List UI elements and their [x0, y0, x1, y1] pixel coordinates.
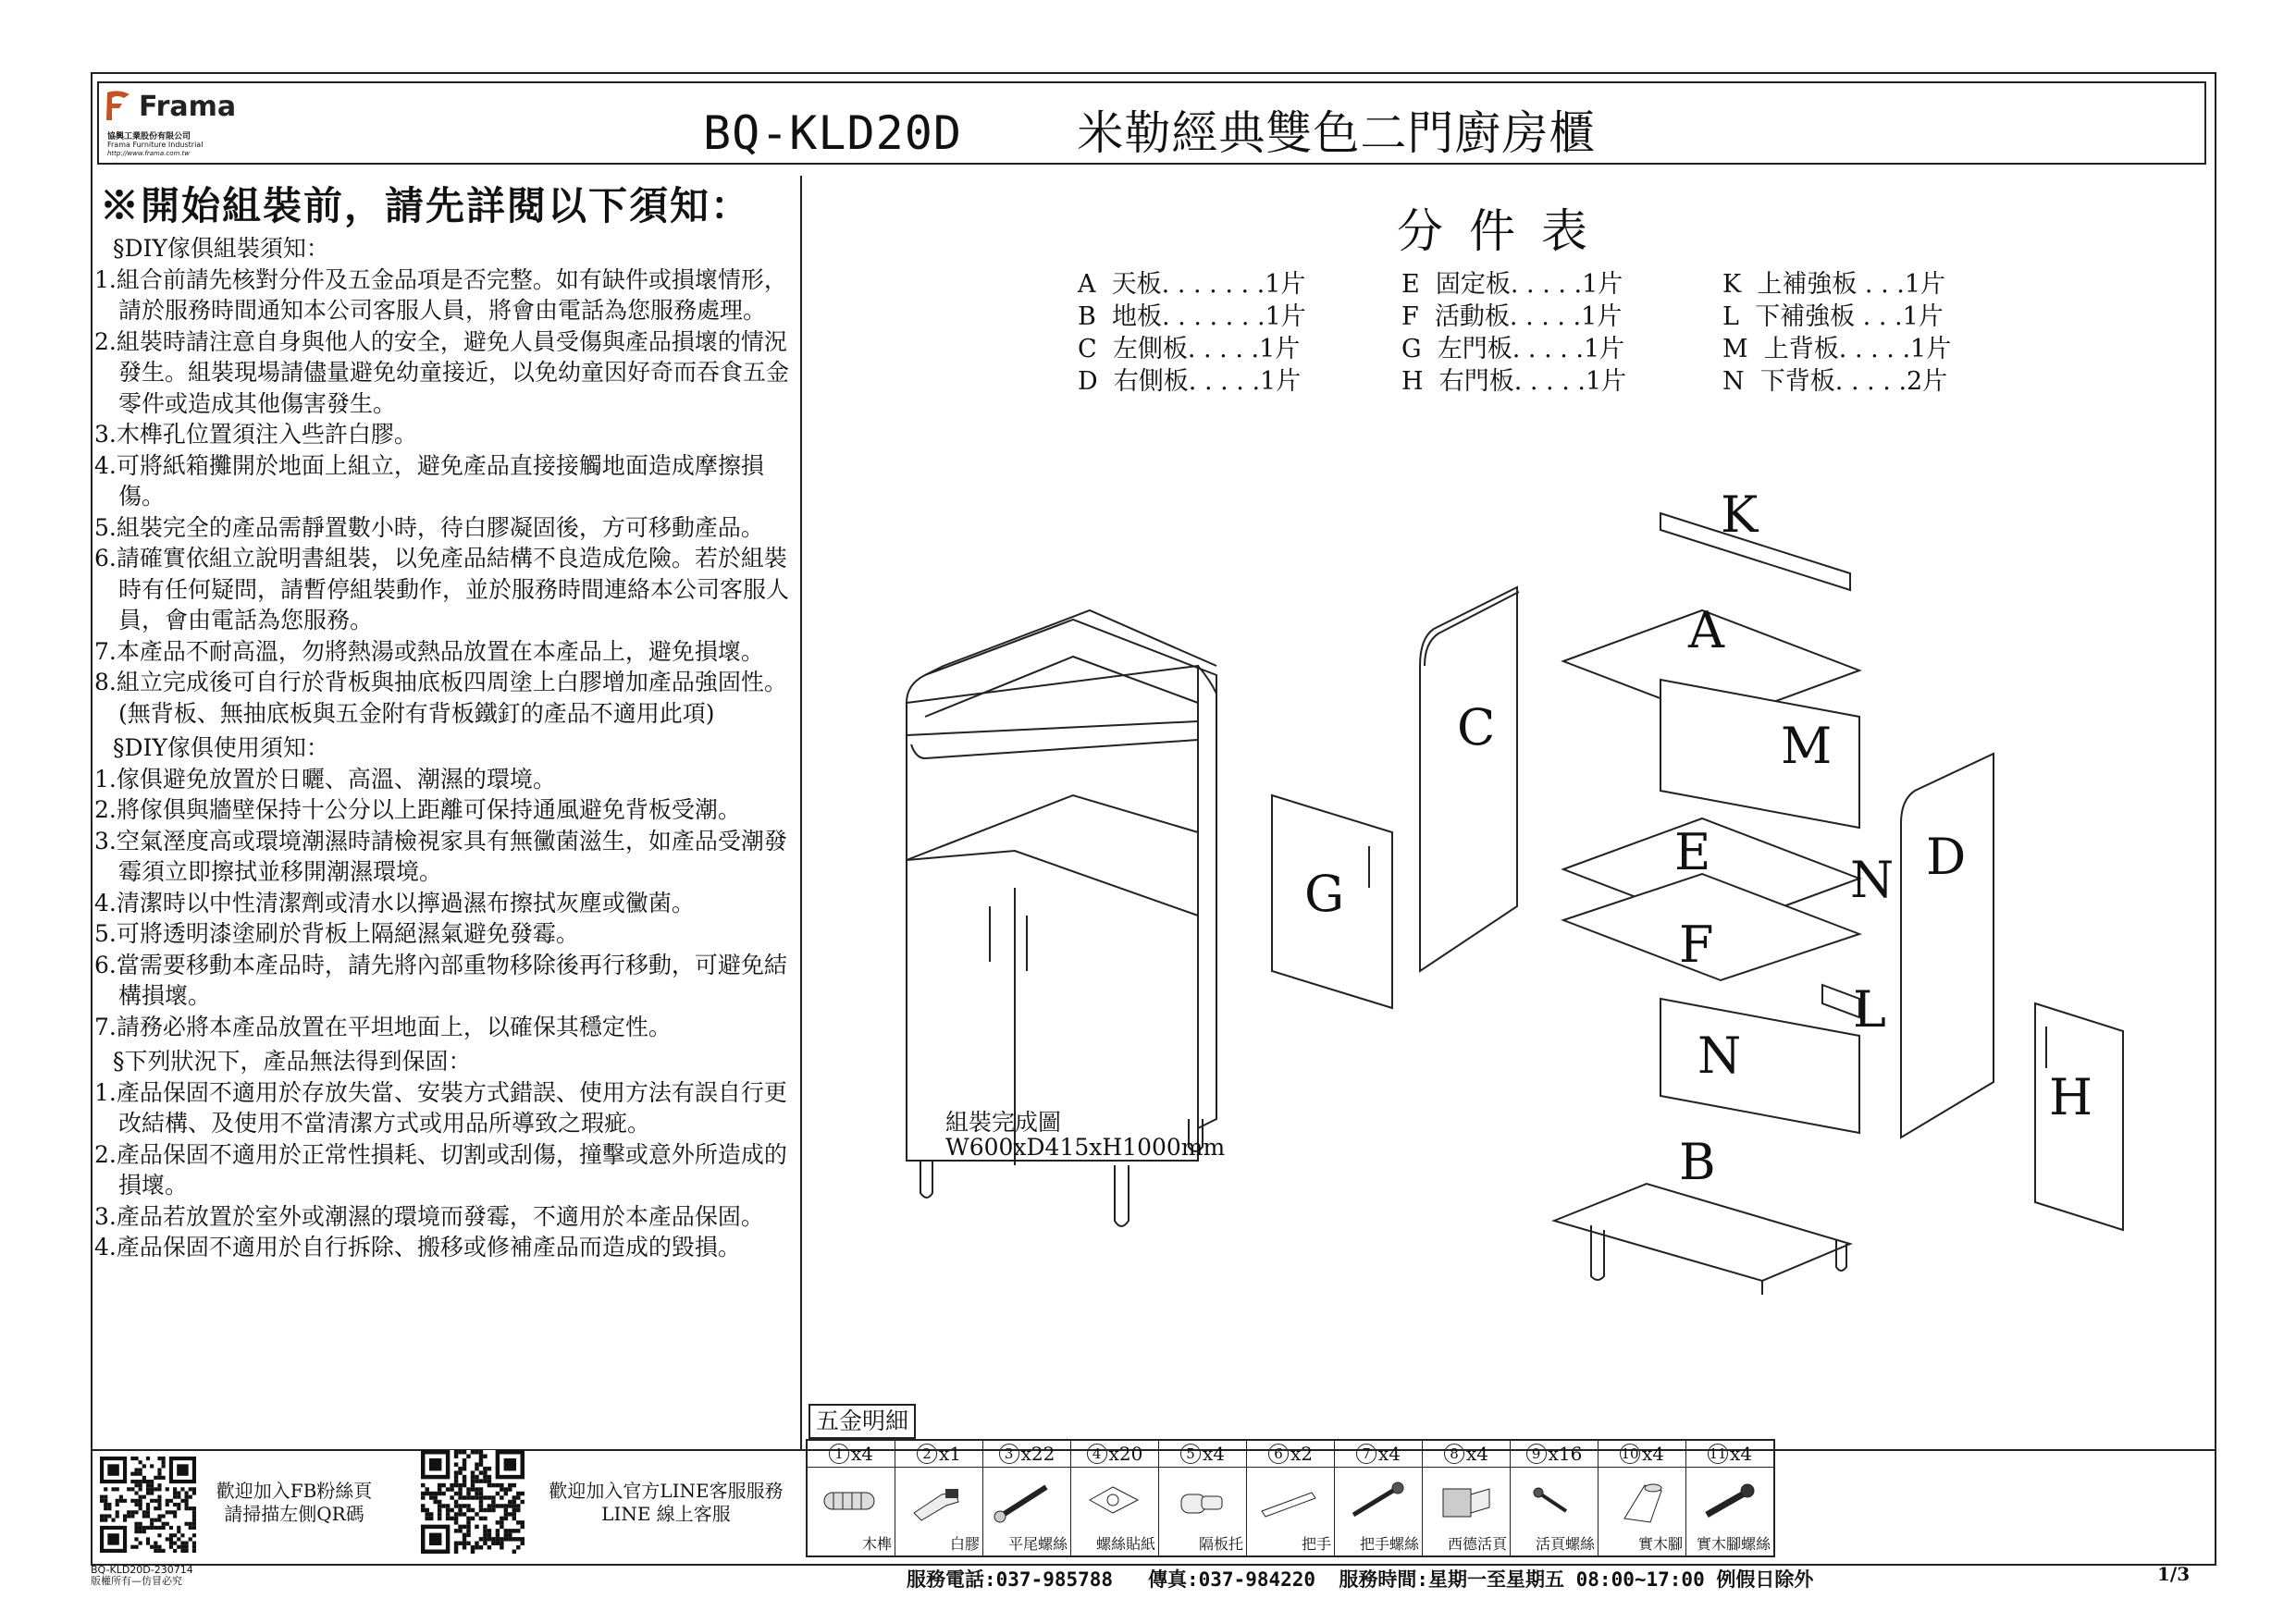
part-label-g: G	[1304, 865, 1345, 923]
hardware-item	[1686, 1441, 1773, 1555]
hardware-part-icon	[993, 1476, 1057, 1524]
line-qr-code-icon	[421, 1450, 525, 1554]
hardware-item-qty: x20	[1108, 1443, 1143, 1465]
section1-note: (無背板、無抽底板與五金附有背板鐵釘的產品不適用此項)	[118, 699, 715, 727]
hardware-item-number: 10	[1621, 1445, 1639, 1462]
hardware-item-header	[895, 1441, 982, 1468]
hardware-item	[1335, 1441, 1423, 1555]
notice-item: 7.請務必將本產品放置在平坦地面上，以確保其穩定性。	[94, 1013, 672, 1040]
notice-heading: ※開始組裝前，請先詳閱以下須知：	[100, 183, 752, 228]
logo-company-cn: 協興工業股份有限公司	[107, 132, 191, 141]
assembled-caption	[945, 1110, 1225, 1160]
fb-qr-code-icon	[100, 1457, 196, 1553]
hardware-item-header	[1511, 1441, 1598, 1468]
notice-item: 1.組合前請先核對分件及五金品項是否完整。如有缺件或損壞情形，請於服務時間通知本公司客服人員，將會由電話為您服務處理。	[94, 265, 787, 324]
hardware-item	[1511, 1441, 1599, 1555]
notice-item: 1.產品保固不適用於存放失當、安裝方式錯誤、使用方法有誤自行更改結構、及使用不當清潔方式或用品所導致之瑕疵。	[94, 1078, 787, 1137]
bottom-panel-b-drawing	[1554, 1184, 1850, 1295]
document-code-number: BQ-KLD20D-230714	[91, 1564, 193, 1576]
parts-entry: L 下補強板 . . .1片	[1722, 302, 1944, 331]
part-label-d: D	[1926, 828, 1967, 886]
part-label-a: A	[1688, 601, 1724, 659]
notice-item: 4.產品保固不適用於自行拆除、搬移或修補產品而造成的毀損。	[94, 1234, 741, 1260]
section2-list	[94, 764, 797, 1043]
notice-item: 6.請確實依組立說明書組裝，以免產品結構不良造成危險。若於組裝時有任何疑問，請暫停組裝動作，並於服務時間連絡本公司客服人員，會由電話為您服務。	[94, 545, 790, 633]
notice-item: 2.產品保固不適用於正常性損耗、切割或刮傷，撞擊或意外所造成的損壞。	[94, 1140, 787, 1199]
part-label-k: K	[1721, 486, 1759, 544]
hardware-item-number: 9	[1526, 1444, 1547, 1464]
line-qr-text	[537, 1480, 796, 1526]
line-qr-text-line1: 歡迎加入官方LINE客服服務	[549, 1480, 784, 1502]
hardware-item-number: 8	[1444, 1444, 1464, 1464]
assembly-diagram	[888, 481, 2165, 1295]
hardware-item-name: 實木腳	[1637, 1535, 1683, 1553]
parts-entry: K 上補強板 . . .1片	[1722, 270, 1946, 299]
hardware-item-name: 螺絲貼紙	[1095, 1535, 1155, 1553]
side-panel-c-drawing	[1420, 587, 1519, 971]
hardware-item-name: 木榫	[861, 1535, 892, 1553]
hardware-part-icon	[1432, 1476, 1497, 1524]
section3-title: §下列狀況下，產品無法得到保固：	[113, 1048, 472, 1075]
hardware-item-name: 平尾螺絲	[1007, 1535, 1068, 1553]
notice-item: 4.清潔時以中性清潔劑或清水以擰過濕布擦拭灰塵或黴菌。	[94, 889, 695, 916]
hardware-item-header	[1159, 1441, 1246, 1468]
logo-company-en: Frama Furniture Industrial	[107, 141, 204, 149]
document-title: BQ-KLD20D 米勒經典雙色二門廚房櫃	[703, 106, 1597, 160]
part-label-c: C	[1457, 698, 1496, 756]
hardware-part-icon	[817, 1476, 882, 1524]
notice-item: 3.空氣溼度高或環境潮濕時請檢視家具有無黴菌滋生，如產品受潮發霉須立即擦拭並移開潮濕環境。	[94, 827, 787, 885]
section2-title: §DIY傢俱使用須知：	[113, 734, 329, 761]
parts-list-title: 分件表	[1397, 204, 1613, 258]
back-panel-n-drawing	[1660, 999, 1859, 1133]
hardware-part-icon	[1256, 1476, 1321, 1524]
hardware-item-header	[808, 1441, 895, 1468]
hardware-item-qty: x16	[1548, 1443, 1583, 1465]
hardware-item-number: 1	[829, 1444, 849, 1464]
line-qr-text-line2: LINE 線上客服	[601, 1503, 731, 1525]
fb-qr-text-line2: 請掃描左側QR碼	[224, 1503, 364, 1525]
parts-entry: A 天板. . . . . . .1片	[1078, 270, 1306, 299]
logo-wordmark: Frama	[139, 91, 237, 123]
parts-entry: E 固定板. . . . .1片	[1401, 270, 1623, 299]
hardware-part-icon	[1168, 1476, 1233, 1524]
part-label-l: L	[1853, 980, 1886, 1039]
notice-item: 1.傢俱避免放置於日曬、高溫、潮濕的環境。	[94, 765, 556, 793]
parts-column-2	[1401, 268, 1626, 398]
notice-item: 5.組裝完全的產品需靜置數小時，待白膠凝固後，方可移動產品。	[94, 513, 764, 541]
hardware-item-number: 2	[917, 1444, 937, 1464]
notice-item: 2.組裝時請注意自身與他人的安全，避免人員受傷與產品損壞的情況發生。組裝現場請儘量避免幼童接近，以免幼童因好奇而吞食五金零件或造成其他傷害發生。	[94, 327, 790, 417]
hardware-item-number: 6	[1268, 1444, 1289, 1464]
hardware-list-label: 五金明細	[809, 1404, 916, 1439]
hardware-item-qty: x4	[850, 1443, 873, 1465]
notice-item: 2.將傢俱與牆壁保持十公分以上距離可保持通風避免背板受潮。	[94, 796, 741, 823]
parts-entry: N 下背板. . . . .2片	[1722, 367, 1948, 396]
hardware-item	[983, 1441, 1071, 1555]
notice-item: 8.組立完成後可自行於背板與抽底板四周塗上白膠增加產品強固性。	[94, 669, 787, 695]
part-label-m: M	[1781, 717, 1833, 775]
hardware-item-number: 3	[999, 1444, 1019, 1464]
hardware-item-header	[1599, 1441, 1685, 1468]
notice-item: 3.產品若放置於室外或潮濕的環境而發霉，不適用於本產品保固。	[94, 1202, 764, 1230]
hardware-item-name: 實木腳螺絲	[1696, 1535, 1771, 1553]
hardware-item-name: 隔板托	[1198, 1535, 1243, 1553]
hardware-item-qty: x4	[1641, 1443, 1664, 1465]
fb-qr-text	[211, 1480, 377, 1526]
parts-entry: C 左側板. . . . .1片	[1078, 335, 1301, 363]
hardware-part-icon	[1080, 1476, 1145, 1524]
hardware-item	[1159, 1441, 1247, 1555]
hardware-item-qty: x4	[1377, 1443, 1401, 1465]
hardware-item-header	[1423, 1441, 1510, 1468]
section3-list	[94, 1077, 797, 1263]
hardware-item-header	[1335, 1441, 1422, 1468]
parts-entry: D 右側板. . . . .1片	[1078, 367, 1302, 396]
notice-item: 5.可將透明漆塗刷於背板上隔絕濕氣避免發霉。	[94, 920, 579, 947]
hardware-item-name: 西德活頁	[1447, 1535, 1507, 1553]
hardware-item-name: 白膠	[949, 1535, 980, 1553]
hardware-part-icon	[1344, 1476, 1409, 1524]
parts-entry: M 上背板. . . . .1片	[1722, 335, 1952, 363]
hardware-part-icon	[1696, 1476, 1760, 1524]
hardware-item	[1599, 1441, 1686, 1555]
part-label-n-upper: N	[1850, 851, 1895, 909]
hardware-item-name: 把手	[1301, 1535, 1331, 1553]
parts-column-3	[1722, 268, 1951, 398]
hardware-item	[1247, 1441, 1335, 1555]
column-divider	[800, 176, 802, 1449]
contact-info: 服務電話:037-985788 傳真:037-984220 服務時間:星期一至星期五 08:00~17:00 例假日除外	[907, 1568, 1814, 1591]
notice-item: 4.可將紙箱攤開於地面上組立，避免產品直接接觸地面造成摩擦損傷。	[94, 451, 764, 510]
parts-entry: G 左門板. . . . .1片	[1401, 335, 1625, 363]
hardware-item-number: 11	[1709, 1445, 1727, 1462]
part-label-b: B	[1679, 1133, 1716, 1191]
hardware-item	[1071, 1441, 1159, 1555]
hardware-item-qty: x22	[1020, 1443, 1055, 1465]
hardware-item	[808, 1441, 895, 1555]
side-panel-d-drawing	[1901, 754, 1994, 1137]
hardware-part-icon	[1608, 1476, 1673, 1524]
notice-text	[94, 233, 797, 1263]
parts-entry: F 活動板. . . . .1片	[1401, 302, 1623, 331]
hardware-item-header	[983, 1441, 1070, 1468]
hardware-item-number: 4	[1087, 1444, 1107, 1464]
part-label-e: E	[1674, 823, 1711, 881]
copyright-notice: 版權所有—仿冒必究	[91, 1575, 182, 1587]
hardware-item-qty: x1	[938, 1443, 961, 1465]
hardware-item-qty: x4	[1729, 1443, 1752, 1465]
notice-item: 7.本產品不耐高溫，勿將熱湯或熱品放置在本產品上，避免損壞。	[94, 637, 764, 665]
hardware-part-icon	[905, 1476, 969, 1524]
section1-list	[94, 264, 797, 698]
document-code	[91, 1565, 193, 1587]
hardware-item	[895, 1441, 983, 1555]
hardware-item-qty: x4	[1465, 1443, 1488, 1465]
assembled-caption-title: 組裝完成圖	[945, 1109, 1062, 1136]
hardware-item-header	[1247, 1441, 1334, 1468]
hardware-item-name: 活頁螺絲	[1535, 1535, 1595, 1553]
hardware-part-icon	[1520, 1476, 1585, 1524]
page-number: 1/3	[2157, 1563, 2191, 1585]
parts-entry: B 地板. . . . . . .1片	[1078, 302, 1306, 331]
parts-entry: H 右門板. . . . .1片	[1401, 367, 1627, 396]
fb-qr-text-line1: 歡迎加入FB粉絲頁	[216, 1480, 373, 1502]
hardware-item-qty: x4	[1202, 1443, 1225, 1465]
hardware-item-number: 5	[1180, 1444, 1201, 1464]
hardware-item	[1423, 1441, 1511, 1555]
hardware-item-name: 把手螺絲	[1359, 1535, 1419, 1553]
notice-item: 6.當需要移動本產品時，請先將內部重物移除後再行移動，可避免結構損壞。	[94, 951, 787, 1009]
logo-url: http://www.frama.com.tw	[107, 150, 191, 157]
parts-column-1	[1078, 268, 1306, 398]
notice-item: 3.木榫孔位置須注入些許白膠。	[94, 421, 417, 448]
hardware-item-header	[1071, 1441, 1158, 1468]
assembled-caption-size: W600xD415xH1000mm	[945, 1134, 1226, 1161]
hardware-table	[806, 1439, 1775, 1557]
section1-title: §DIY傢俱組裝須知：	[113, 235, 329, 262]
part-label-h: H	[2049, 1068, 2093, 1126]
frama-logo-icon	[104, 89, 133, 122]
part-label-f: F	[1679, 916, 1714, 974]
part-label-n-lower: N	[1697, 1027, 1742, 1085]
hardware-item-header	[1686, 1441, 1773, 1468]
hardware-item-number: 7	[1356, 1444, 1376, 1464]
hardware-item-qty: x2	[1290, 1443, 1313, 1465]
